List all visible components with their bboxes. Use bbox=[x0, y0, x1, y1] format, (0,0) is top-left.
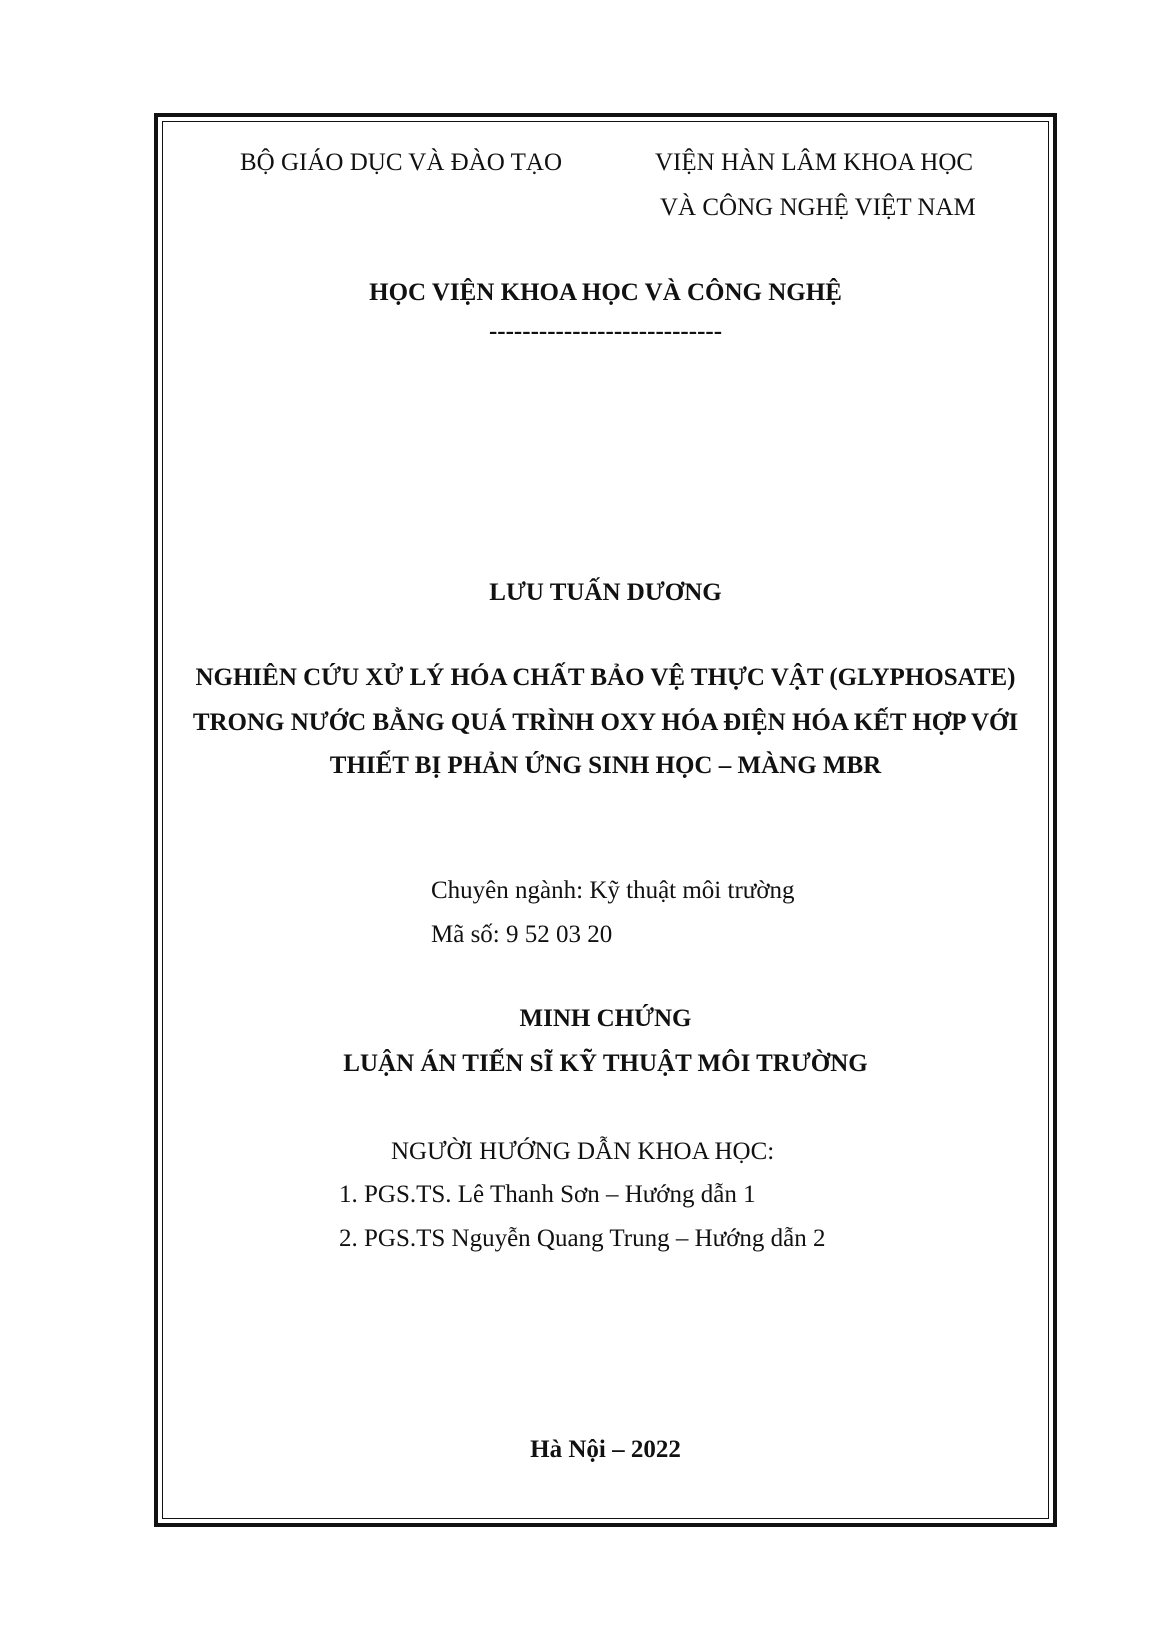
thesis-title-line1: NGHIÊN CỨU XỬ LÝ HÓA CHẤT BẢO VỆ THỰC VẬT (GLYPHOSATE) bbox=[195, 664, 1016, 691]
document-type-line1: MINH CHỨNG bbox=[519, 1005, 692, 1032]
author-name: LƯU TUẤN DƯƠNG bbox=[489, 579, 722, 606]
place-and-year: Hà Nội – 2022 bbox=[530, 1436, 681, 1463]
supervisor-item: 1. PGS.TS. Lê Thanh Sơn – Hướng dẫn 1 bbox=[339, 1181, 756, 1208]
thesis-title-line3: THIẾT BỊ PHẢN ỨNG SINH HỌC – MÀNG MBR bbox=[329, 752, 882, 779]
supervisors-heading: NGƯỜI HƯỚNG DẪN KHOA HỌC: bbox=[391, 1138, 775, 1165]
supervisor-item: 2. PGS.TS Nguyễn Quang Trung – Hướng dẫn 2 bbox=[339, 1225, 826, 1252]
specialization-code: Mã số: 9 52 03 20 bbox=[431, 921, 613, 948]
academy-name-line1: VIỆN HÀN LÂM KHOA HỌC bbox=[655, 149, 974, 176]
ministry-name: BỘ GIÁO DỤC VÀ ĐÀO TẠO bbox=[240, 149, 562, 176]
specialization-major: Chuyên ngành: Kỹ thuật môi trường bbox=[431, 877, 795, 904]
institute-name: HỌC VIỆN KHOA HỌC VÀ CÔNG NGHỆ bbox=[369, 279, 842, 306]
academy-name-line2: VÀ CÔNG NGHỆ VIỆT NAM bbox=[660, 194, 976, 221]
header-divider: ---------------------------- bbox=[488, 318, 723, 345]
thesis-title-line2: TRONG NƯỚC BẰNG QUÁ TRÌNH OXY HÓA ĐIỆN HÓA KẾT HỢP VỚI bbox=[192, 709, 1019, 736]
document-type-line2: LUẬN ÁN TIẾN SĨ KỸ THUẬT MÔI TRƯỜNG bbox=[343, 1050, 868, 1077]
